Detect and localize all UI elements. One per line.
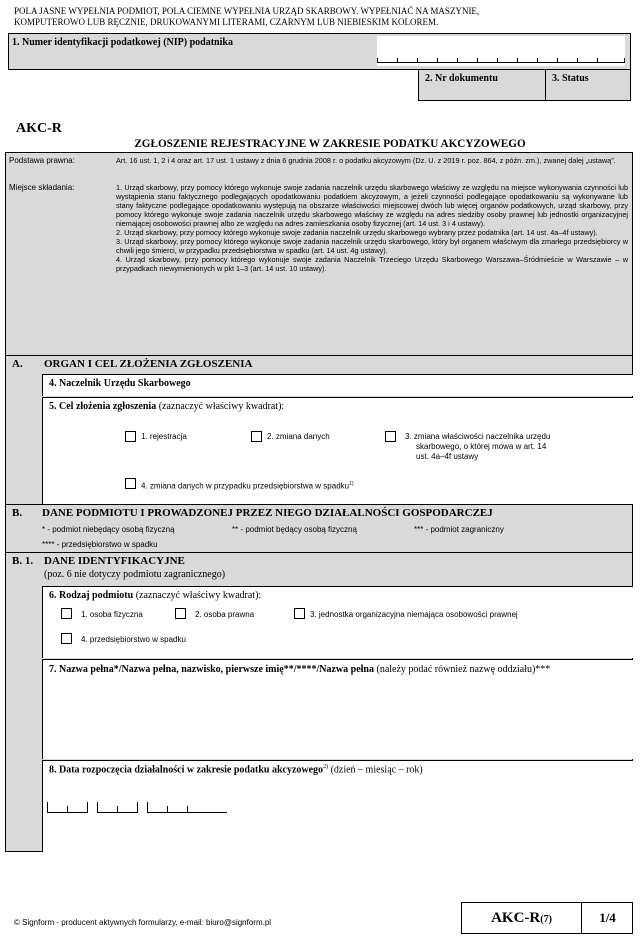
doc-number-field[interactable] xyxy=(418,69,546,101)
field-5-label-bold: 5. Cel złożenia zgłoszenia xyxy=(49,401,157,412)
place-list xyxy=(116,183,628,273)
purpose-option-3-line1: 3. zmiana właściwości naczelnika urzędu xyxy=(405,432,551,441)
legend-2: ** - podmiot będący osobą fizyczną xyxy=(232,525,357,534)
status-field[interactable] xyxy=(545,69,631,101)
purpose-option-1: 1. rejestracja xyxy=(141,432,187,441)
status-label: 3. Status xyxy=(552,73,589,84)
purpose-option-3-line2: skarbowego, o której mowa w art. 14 xyxy=(416,442,547,451)
purpose-option-4 xyxy=(141,479,354,492)
legend-4: **** - przedsiębiorstwo w spadku xyxy=(42,540,158,549)
header-note xyxy=(14,6,614,28)
legend-3: *** - podmiot zagraniczny xyxy=(414,525,504,534)
section-a-title: ORGAN I CEL ZŁOŻENIA ZGŁOSZENIA xyxy=(44,358,253,370)
field-4-tax-office[interactable] xyxy=(42,374,633,396)
field-8-label-bold: 8. Data rozpoczęcia działalności w zakresie podatku akcyzowego xyxy=(49,764,324,776)
field-7-label-note: (należy podać również nazwę oddziału)*** xyxy=(374,664,551,675)
entity-option-3: 3. jednostka organizacyjna niemająca osobowości prawnej xyxy=(310,610,518,619)
doc-number-label: 2. Nr dokumentu xyxy=(425,73,498,84)
entity-checkbox-3[interactable] xyxy=(294,608,305,619)
section-b-letter: B. xyxy=(12,507,23,519)
header-note-line1: POLA JASNE WYPEŁNIA PODMIOT, POLA CIEMNE WYPEŁNIA URZĄD SKARBOWY. WYPEŁNIAĆ NA MASZYNIE, xyxy=(14,6,480,16)
place-item-2: 2. Urząd skarbowy, przy pomocy którego wykonuje swoje zadania naczelnik urzędu skarbowego wybrany przez podatnika (art. 14 ust. 4a–4f ustawy). xyxy=(116,228,598,237)
footer-page-number: 1/4 xyxy=(599,910,616,925)
field-8-start-date xyxy=(42,760,633,852)
field-4-label: 4. Naczelnik Urzędu Skarbowego xyxy=(49,378,191,389)
field-8-footnote: 2) xyxy=(323,764,329,770)
entity-option-4: 4. przedsiębiorstwo w spadku xyxy=(81,635,186,644)
place-item-3: 3. Urząd skarbowy, przy pomocy którego wykonuje swoje zadania naczelnik urzędu skarbowego, który był organem właściwym dla zmarłego przedsiębiorcy w chwili jego śmierci, w przypadku przedsiębiorstwa w spadku (art. 14 ust. 4g ustawy). xyxy=(116,237,628,255)
purpose-option-3-line3: ust. 4a–4f ustawy xyxy=(416,452,479,461)
field-8-label-note: (dzień – miesiąc – rok) xyxy=(328,764,423,776)
field-7-label xyxy=(49,663,627,676)
purpose-option-4-text: 4. zmiana danych w przypadku przedsiębiorstwa w spadku xyxy=(141,481,350,491)
purpose-option-4-footnote: 1) xyxy=(349,481,354,487)
legend-1: * - podmiot niebędący osobą fizyczną xyxy=(42,525,175,534)
place-label: Miejsce składania: xyxy=(9,183,75,192)
field-5-purpose xyxy=(42,397,633,505)
header-note-line2: KOMPUTEROWO LUB RĘCZNIE, DRUKOWANYMI LITERAMI, CZARNYM LUB NIEBIESKIM KOLOREM. xyxy=(14,17,439,27)
purpose-checkbox-2[interactable] xyxy=(251,431,262,442)
nip-field-box xyxy=(8,33,631,70)
entity-checkbox-2[interactable] xyxy=(175,608,186,619)
field-6-entity-type xyxy=(42,586,633,658)
purpose-checkbox-4[interactable] xyxy=(125,478,136,489)
section-b-title: DANE PODMIOTU I PROWADZONEJ PRZEZ NIEGO DZIAŁALNOŚCI GOSPODARCZEJ xyxy=(42,507,493,519)
section-a xyxy=(5,355,633,505)
section-b1-title: DANE IDENTYFIKACYJNE xyxy=(44,555,185,567)
place-item-1: 1. Urząd skarbowy, przy pomocy którego wykonuje swoje zadania naczelnik urzędu skarbowego właściwy ze względu na miejsce wykonywania czynności lub wystąpienia stanu faktycznego podlegających opodatkowaniu podatkiem akcyzowym, a jeżeli czynności podlegające opodatkowaniu są wykonywane lub stany faktyczne podlegające opodatkowaniu występują na obszarze właściwości miejscowej dwóch lub więcej organów podatkowych, urząd skarbowy, przy pomocy którego wykonuje swoje zadania naczelnik urzędu skarbowego właściwy ze względu na adres siedziby osoby prawnej lub jednostki organizacyjnej niemającej osobowości prawnej albo ze względu na adres zamieszkania osoby fizycznej (art. 14 ust. 3 i 4 ustawy). xyxy=(116,183,628,228)
field-8-label xyxy=(49,764,423,775)
section-b1-subtitle: (poz. 6 nie dotyczy podmiotu zagranicznego) xyxy=(44,569,226,580)
section-b1 xyxy=(5,552,633,852)
legal-basis-label: Podstawa prawna: xyxy=(9,156,75,165)
purpose-option-2: 2. zmiana danych xyxy=(267,432,330,441)
field-6-label xyxy=(49,590,261,601)
form-code: AKC-R xyxy=(16,121,62,136)
footer-copyright: © Signform - producent aktywnych formularzy, e-mail: biuro@signform.pl xyxy=(14,918,272,927)
entity-checkbox-4[interactable] xyxy=(61,633,72,644)
section-b xyxy=(5,504,633,553)
legal-basis-text: Art. 16 ust. 1, 2 i 4 oraz art. 17 ust. 1 ustawy z dnia 6 grudnia 2008 r. o podatku akcyzowym (Dz. U. z 2019 r. poz. 864, z późn. zm.), zwanej dalej „ustawą”. xyxy=(116,156,616,165)
footer-form-code xyxy=(462,903,582,933)
field-6-label-bold: 6. Rodzaj podmiotu xyxy=(49,590,134,601)
place-item-4: 4. Urząd skarbowy, przy pomocy którego wykonuje swoje zadania Naczelnik Trzeciego Urzędu Skarbowego Warszawa–Śródmieście w Warszawie – w przypadkach niewymienionych w pkt 1–3 (art. 14 ust. 10 ustawy). xyxy=(116,255,628,273)
purpose-checkbox-1[interactable] xyxy=(125,431,136,442)
nip-label: 1. Numer identyfikacji podatkowej (NIP) podatnika xyxy=(12,37,233,48)
footer-form-version: (7) xyxy=(540,914,552,925)
form-title: ZGŁOSZENIE REJESTRACYJNE W ZAKRESIE PODATKU AKCYZOWEGO xyxy=(134,138,526,150)
field-7-full-name[interactable] xyxy=(42,659,633,759)
date-input[interactable] xyxy=(47,794,187,816)
legal-info-block xyxy=(5,152,633,356)
footer-form-code-text: AKC-R xyxy=(491,910,541,926)
field-5-label-note: (zaznaczyć właściwy kwadrat): xyxy=(156,401,285,412)
field-7-label-bold: 7. Nazwa pełna*/Nazwa pełna, nazwisko, pierwsze imię**/****/Nazwa pełna xyxy=(49,664,374,675)
field-5-label xyxy=(49,401,284,412)
footer-form-box xyxy=(461,902,633,934)
purpose-option-3 xyxy=(405,432,615,462)
section-b1-letter: B. 1. xyxy=(12,555,34,567)
entity-checkbox-1[interactable] xyxy=(61,608,72,619)
entity-option-2: 2. osoba prawna xyxy=(195,610,255,619)
purpose-checkbox-3[interactable] xyxy=(385,431,396,442)
field-6-label-note: (zaznaczyć właściwy kwadrat): xyxy=(133,590,262,601)
nip-input[interactable] xyxy=(377,36,625,66)
section-a-letter: A. xyxy=(12,358,23,370)
entity-option-1: 1. osoba fizyczna xyxy=(81,610,143,619)
